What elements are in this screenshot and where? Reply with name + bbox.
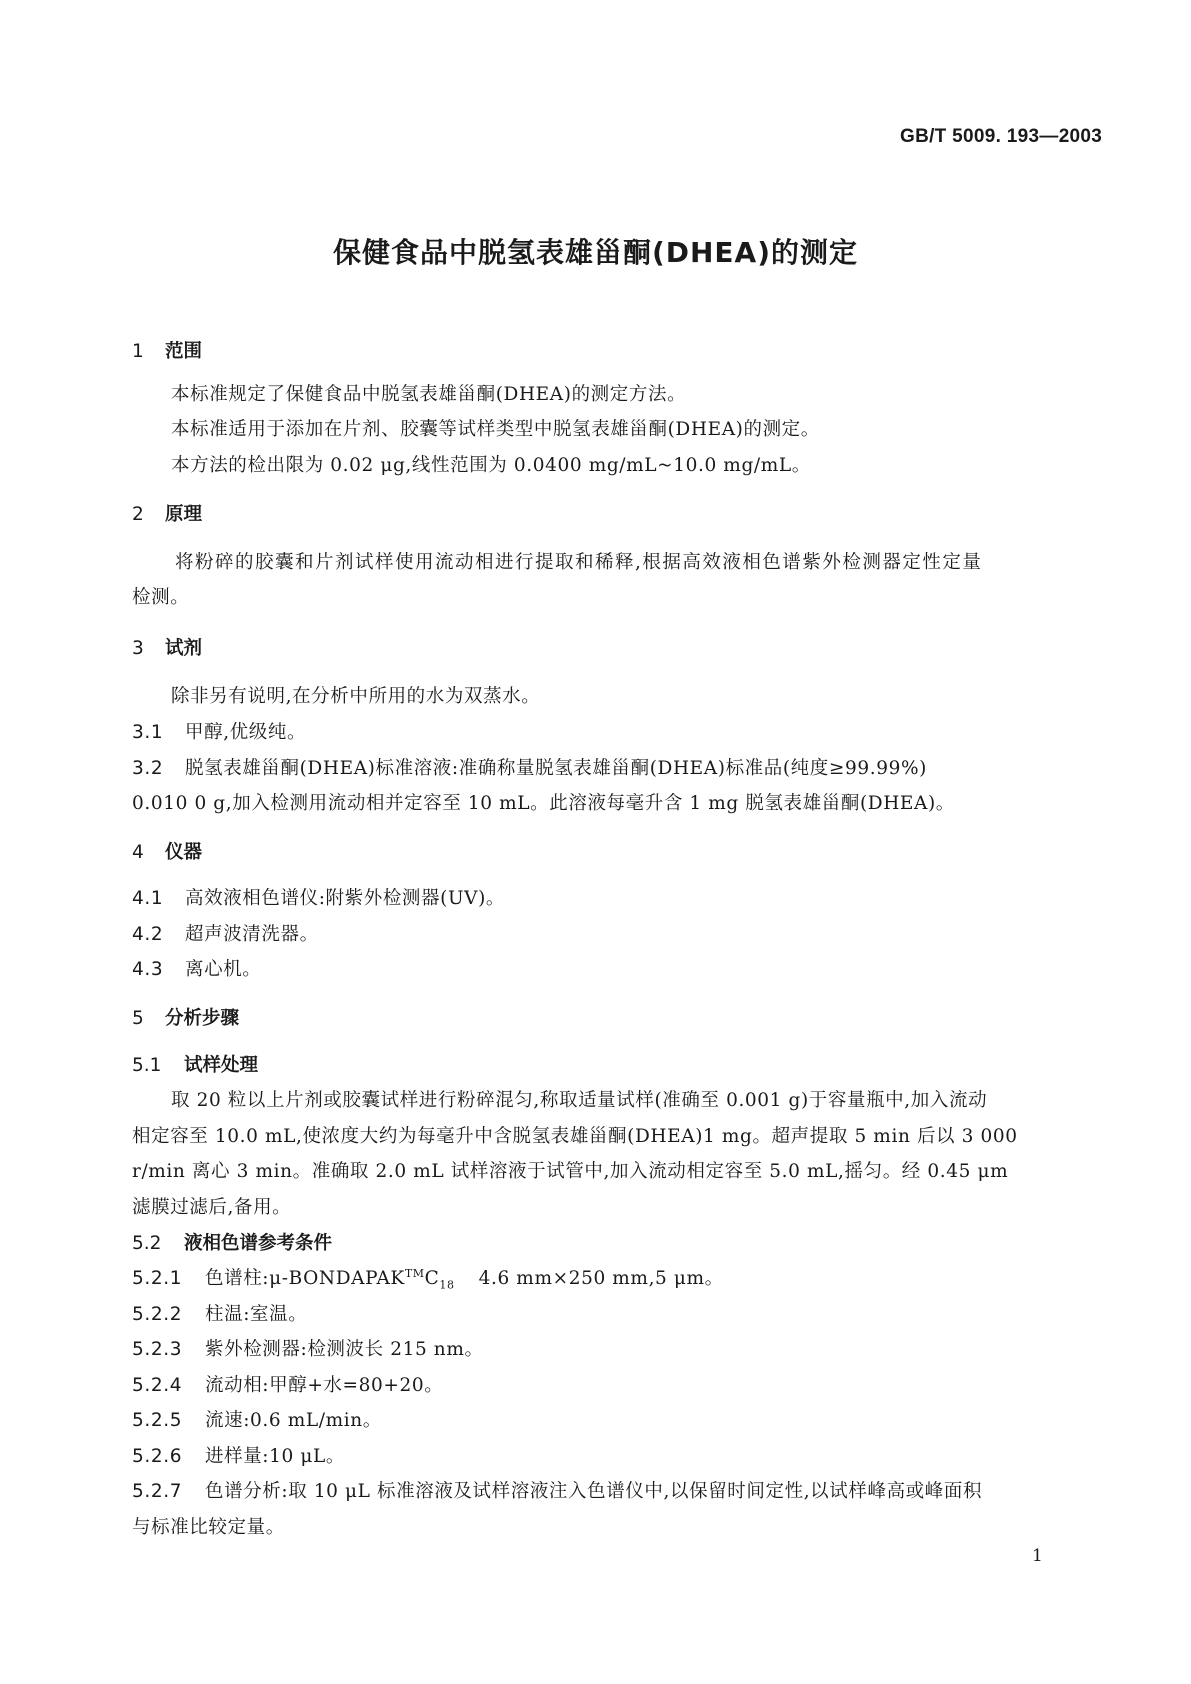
item-text: 脱氢表雄甾酮(DHEA)标准溶液:准确称量脱氢表雄甾酮(DHEA)标准品(纯度≥99.99%) <box>185 758 927 779</box>
condition-item <box>132 1264 724 1292</box>
list-item <box>132 718 306 744</box>
item-text: 高效液相色谱仪:附紫外检测器(UV)。 <box>185 888 506 909</box>
item-text: 色谱分析:取 10 μL 标准溶液及试样溶液注入色谱仪中,以保留时间定性,以试样峰高或峰面积 <box>205 1481 983 1502</box>
item-number: 5.2.7 <box>132 1481 183 1502</box>
list-item <box>132 955 261 981</box>
item-text: 紫外检测器:检测波长 215 nm。 <box>205 1339 484 1360</box>
subsection-heading <box>132 1051 258 1077</box>
subsection-heading <box>132 1229 332 1255</box>
item-number: 3.1 <box>132 722 164 743</box>
standard-number: GB/T 5009. 193—2003 <box>900 126 1103 147</box>
item-text: 流动相:甲醇+水=80+20。 <box>205 1375 444 1396</box>
section-title: 仪器 <box>165 842 203 863</box>
section-5-heading <box>132 1004 239 1030</box>
item-text: 进样量:10 μL。 <box>205 1446 345 1467</box>
item-number: 4.2 <box>132 924 164 945</box>
item-text: 甲醇,优级纯。 <box>185 722 307 743</box>
condition-item-continued: 与标准比较定量。 <box>132 1517 285 1538</box>
item-text: 柱温:室温。 <box>205 1304 308 1325</box>
paragraph-continued: 相定容至 10.0 mL,使浓度大约为每毫升中含脱氢表雄甾酮(DHEA)1 mg。超声提取 5 min 后以 3 000 <box>132 1126 1018 1147</box>
trademark-mark: TM <box>404 1266 425 1280</box>
subsection-number: 5.2 <box>132 1233 162 1254</box>
subsection-title: 液相色谱参考条件 <box>184 1233 333 1254</box>
column-phase: C <box>424 1268 440 1289</box>
condition-item <box>132 1477 982 1503</box>
list-item <box>132 884 505 910</box>
condition-item <box>132 1335 484 1361</box>
paragraph: 取 20 粒以上片剂或胶囊试样进行粉碎混匀,称取适量试样(准确至 0.001 g)于容量瓶中,加入流动 <box>171 1090 988 1111</box>
item-number: 4.1 <box>132 888 164 909</box>
item-number: 3.2 <box>132 758 164 779</box>
item-number: 5.2.3 <box>132 1339 183 1360</box>
item-number: 5.2.2 <box>132 1304 183 1325</box>
condition-item <box>132 1406 382 1432</box>
paragraph: 本方法的检出限为 0.02 μg,线性范围为 0.0400 mg/mL~10.0 mg/mL。 <box>171 455 811 476</box>
page-title: 保健食品中脱氢表雄甾酮(DHEA)的测定 <box>332 236 859 269</box>
page-number: 1 <box>1032 1546 1043 1566</box>
item-text: 超声波清洗器。 <box>185 924 319 945</box>
section-3-heading <box>132 634 202 660</box>
section-1-heading <box>132 337 202 363</box>
section-2-heading <box>132 500 202 526</box>
paragraph: 除非另有说明,在分析中所用的水为双蒸水。 <box>171 686 541 707</box>
subsection-number: 5.1 <box>132 1055 162 1076</box>
section-title: 原理 <box>165 504 203 525</box>
section-number: 4 <box>132 842 144 863</box>
section-number: 2 <box>132 504 144 525</box>
item-number: 5.2.4 <box>132 1375 183 1396</box>
list-item <box>132 754 927 780</box>
paragraph: 将粉碎的胶囊和片剂试样使用流动相进行提取和稀释,根据高效液相色谱紫外检测器定性定量 <box>175 552 983 573</box>
section-number: 1 <box>132 341 144 362</box>
paragraph-continued: 滤膜过滤后,备用。 <box>132 1197 292 1218</box>
item-text-dimensions: 4.6 mm×250 mm,5 μm。 <box>478 1268 724 1289</box>
item-number: 5.2.1 <box>132 1268 183 1289</box>
item-text: 离心机。 <box>185 959 262 980</box>
list-item-continued: 0.010 0 g,加入检测用流动相并定容至 10 mL。此溶液每毫升含 1 mg 脱氢表雄甾酮(DHEA)。 <box>132 793 955 814</box>
section-title: 分析步骤 <box>165 1008 240 1029</box>
list-item <box>132 920 319 946</box>
section-title: 试剂 <box>165 638 203 659</box>
section-number: 5 <box>132 1008 144 1029</box>
column-phase-subscript: 18 <box>439 1278 455 1292</box>
item-text: 色谱柱:μ-BONDAPAK <box>205 1268 405 1289</box>
condition-item <box>132 1300 307 1326</box>
item-number: 5.2.6 <box>132 1446 183 1467</box>
condition-item <box>132 1371 443 1397</box>
paragraph: 本标准适用于添加在片剂、胶囊等试样类型中脱氢表雄甾酮(DHEA)的测定。 <box>171 419 820 440</box>
condition-item <box>132 1442 345 1468</box>
paragraph-continued: r/min 离心 3 min。准确取 2.0 mL 试样溶液于试管中,加入流动相定容至 5.0 mL,摇匀。经 0.45 μm <box>132 1161 1009 1182</box>
paragraph: 本标准规定了保健食品中脱氢表雄甾酮(DHEA)的测定方法。 <box>171 384 687 405</box>
section-4-heading <box>132 838 202 864</box>
paragraph-continued: 检测。 <box>132 587 190 608</box>
item-number: 5.2.5 <box>132 1410 183 1431</box>
subsection-title: 试样处理 <box>184 1055 259 1076</box>
section-number: 3 <box>132 638 144 659</box>
item-text: 流速:0.6 mL/min。 <box>205 1410 382 1431</box>
section-title: 范围 <box>165 341 203 362</box>
item-number: 4.3 <box>132 959 164 980</box>
